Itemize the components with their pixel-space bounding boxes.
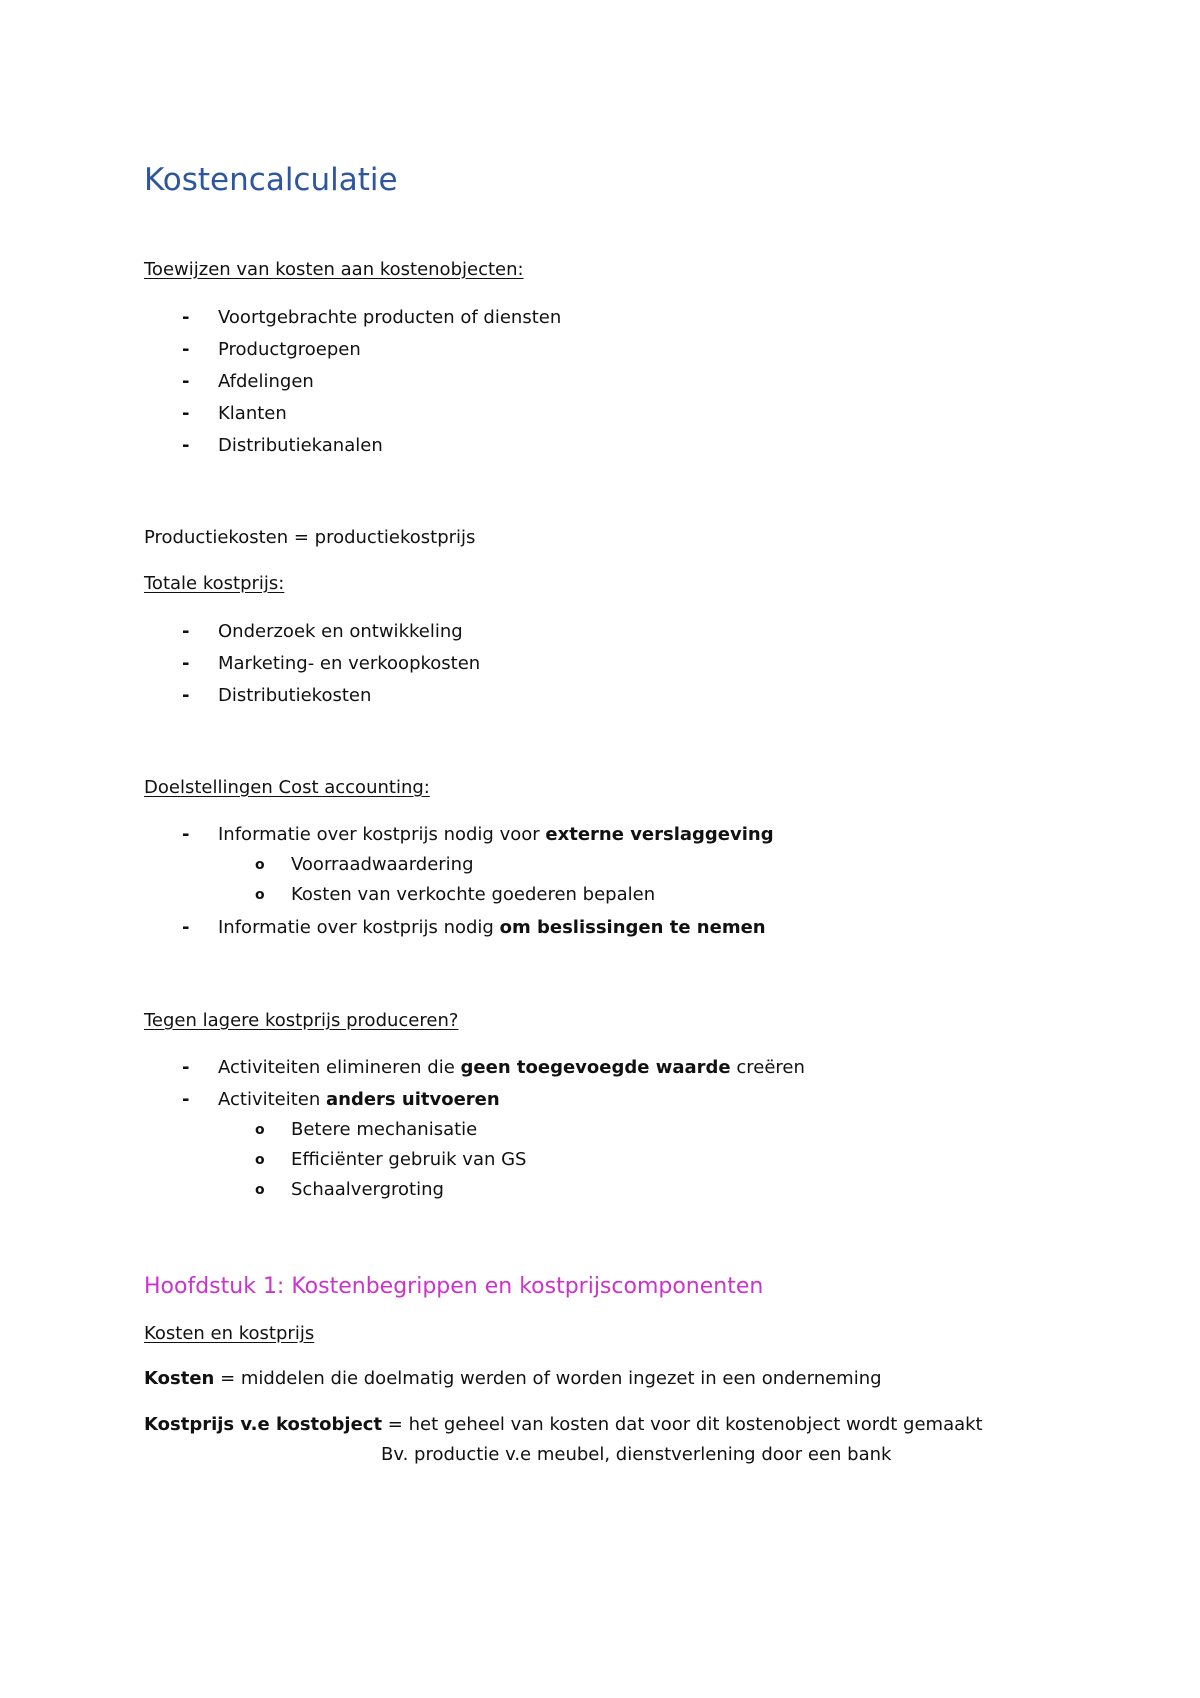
list-item-text: Activiteiten elimineren die: [218, 1057, 461, 1078]
chapter-heading: Hoofdstuk 1: Kostenbegrippen en kostprijscomponenten: [144, 1274, 764, 1299]
list-item-text: Informatie over kostprijs nodig: [218, 917, 500, 938]
sub-list-item: Schaalvergroting: [291, 1179, 444, 1200]
bullet-dash: -: [182, 339, 190, 360]
sub-list-item: Efficiënter gebruik van GS: [291, 1149, 527, 1170]
list-item-bold: anders uitvoeren: [326, 1089, 500, 1110]
bullet-dash: -: [182, 1089, 190, 1110]
bullet-dash: -: [182, 435, 190, 456]
bullet-dash: -: [182, 1057, 190, 1078]
list-item: Afdelingen: [218, 371, 314, 392]
list-item: [218, 823, 774, 847]
list-item: Onderzoek en ontwikkeling: [218, 621, 463, 642]
list-item-bold: externe verslaggeving: [545, 824, 774, 845]
definition-kosten: [144, 1367, 882, 1391]
sub-list-item: Betere mechanisatie: [291, 1119, 478, 1140]
bullet-dash: -: [182, 403, 190, 424]
bullet-circle: o: [255, 1152, 265, 1168]
definition-text: = middelen die doelmatig werden of worden ingezet in een onderneming: [214, 1368, 882, 1389]
bullet-circle: o: [255, 887, 265, 903]
bullet-dash: -: [182, 824, 190, 845]
bullet-dash: -: [182, 917, 190, 938]
list-item-bold: geen toegevoegde waarde: [460, 1057, 731, 1078]
list-item-text: creëren: [730, 1057, 805, 1078]
bullet-circle: o: [255, 1122, 265, 1138]
list-item: Klanten: [218, 403, 287, 424]
section-heading-doelstellingen: Doelstellingen Cost accounting:: [144, 777, 430, 798]
bullet-circle: o: [255, 1182, 265, 1198]
bullet-dash: -: [182, 621, 190, 642]
bullet-dash: -: [182, 685, 190, 706]
definition-term: Kosten: [144, 1368, 215, 1389]
list-item: [218, 916, 766, 940]
chapter-subheading: Kosten en kostprijs: [144, 1323, 315, 1344]
bullet-dash: -: [182, 307, 190, 328]
bullet-dash: -: [182, 653, 190, 674]
section-heading-lagere-kostprijs: Tegen lagere kostprijs produceren?: [144, 1010, 459, 1031]
list-item: Voortgebrachte producten of diensten: [218, 307, 562, 328]
list-item-bold: om beslissingen te nemen: [499, 917, 766, 938]
section-heading-toewijzen: Toewijzen van kosten aan kostenobjecten:: [144, 259, 524, 280]
page-title: Kostencalculatie: [144, 162, 398, 198]
list-item: [218, 1056, 805, 1080]
bullet-circle: o: [255, 857, 265, 873]
sub-list-item: Voorraadwaardering: [291, 854, 474, 875]
list-item: Marketing- en verkoopkosten: [218, 653, 481, 674]
list-item: Distributiekosten: [218, 685, 372, 706]
example-line: Bv. productie v.e meubel, dienstverlening door een bank: [381, 1444, 892, 1465]
list-item-text: Informatie over kostprijs nodig voor: [218, 824, 546, 845]
list-item: [218, 1088, 500, 1112]
definition-term: Kostprijs v.e kostobject: [144, 1414, 383, 1435]
section-heading-totale-kostprijs: Totale kostprijs:: [144, 573, 285, 594]
productiekosten-line: Productiekosten = productiekostprijs: [144, 527, 476, 548]
list-item: Distributiekanalen: [218, 435, 383, 456]
definition-kostprijs: [144, 1413, 983, 1437]
sub-list-item: Kosten van verkochte goederen bepalen: [291, 884, 656, 905]
list-item: Productgroepen: [218, 339, 361, 360]
definition-text: = het geheel van kosten dat voor dit kostenobject wordt gemaakt: [382, 1414, 983, 1435]
bullet-dash: -: [182, 371, 190, 392]
list-item-text: Activiteiten: [218, 1089, 326, 1110]
